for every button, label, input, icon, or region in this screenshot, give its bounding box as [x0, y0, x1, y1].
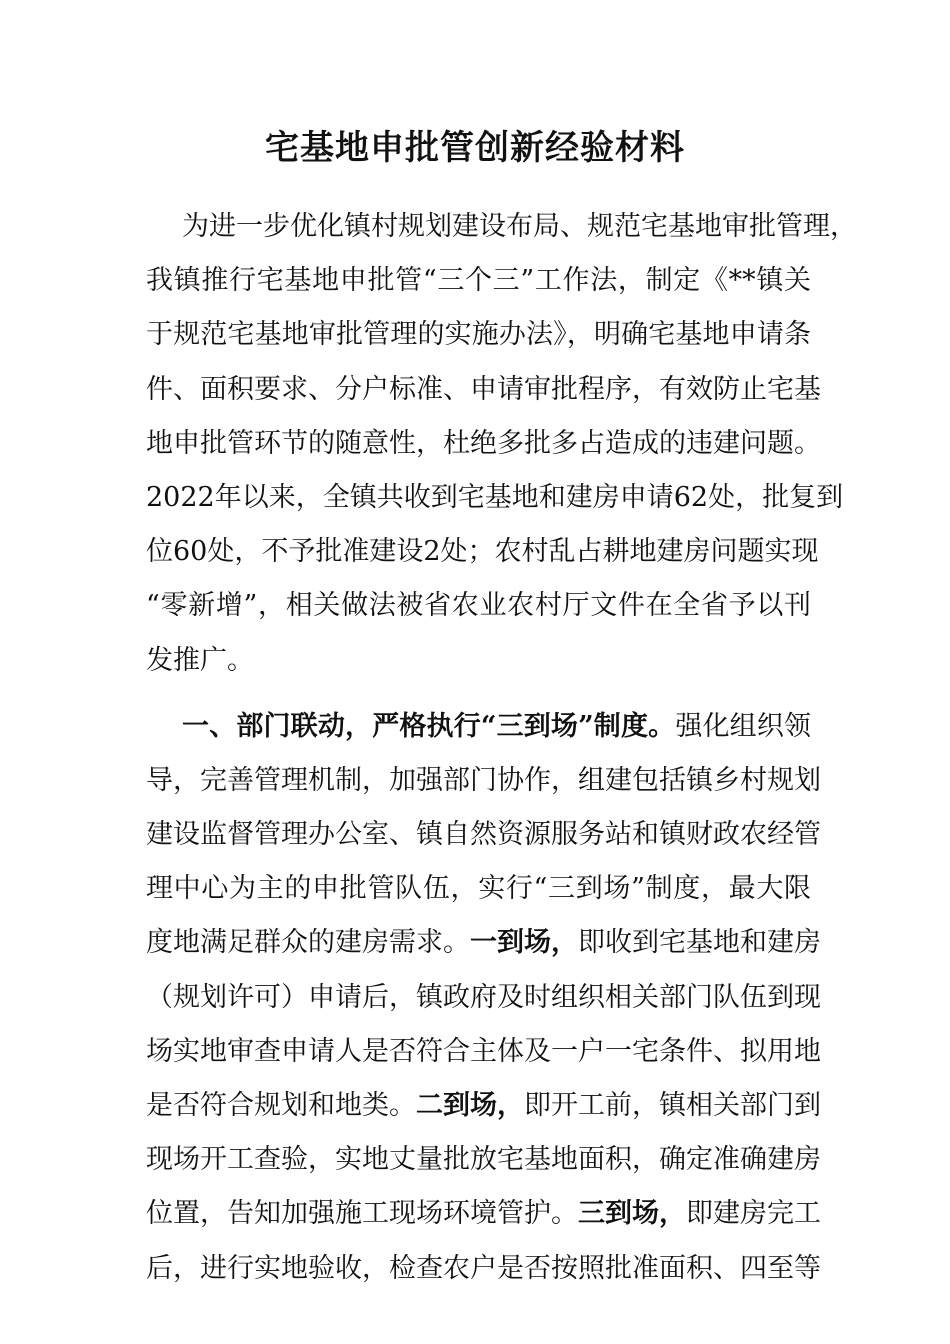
text-line: 件、面积要求、分户标准、申请审批程序，有效防止宅基: [146, 373, 821, 405]
text-line: [146, 1187, 821, 1241]
step-two-label: 二到场，: [416, 1090, 524, 1121]
paragraph-gap: [146, 688, 811, 700]
text-line: 理中心为主的申批管队伍，实行“三到场”制度，最大限: [146, 873, 811, 905]
text-line: 场实地审查申请人是否符合主体及一户一宅条件、拟用地: [146, 1035, 821, 1067]
section-heading-line: [146, 700, 811, 754]
text-span: 强化组织领: [675, 710, 811, 742]
section-heading: 一、部门联动，严格执行“三到场”制度。: [182, 710, 676, 742]
text-line: 后，进行实地验收，检查农户是否按照批准面积、四至等: [146, 1252, 821, 1284]
document-body: [146, 200, 857, 1296]
text-span: 即开工前，镇相关部门到: [524, 1090, 821, 1121]
text-line: 现场开工查验，实地丈量批放宅基地面积，确定准确建房: [146, 1144, 821, 1176]
text-line: 位60处，不予批准建设2处；农村乱占耕地建房问题实现: [146, 536, 819, 568]
text-span: 是否符合规划和地类。: [146, 1090, 416, 1121]
text-line: 为进一步优化镇村规划建设布局、规范宅基地审批管理，: [182, 211, 857, 242]
text-span: 即收到宅基地和建房: [578, 927, 821, 959]
step-three-label: 三到场，: [578, 1198, 686, 1230]
text-line: 发推广。: [146, 644, 254, 676]
section-one-paragraph: [146, 700, 821, 1296]
text-line: （规划许可）申请后，镇政府及时组织相关部门队伍到现: [146, 981, 821, 1013]
text-line: [146, 1079, 821, 1133]
intro-paragraph: [146, 200, 857, 688]
text-line: 地申批管环节的随意性，杜绝多批多占造成的违建问题。: [146, 427, 821, 459]
text-span: 即建房完工: [686, 1198, 821, 1230]
text-line: 我镇推行宅基地申批管“三个三”工作法，制定《**镇关: [146, 265, 811, 297]
text-line: “零新增”，相关做法被省农业农村厅文件在全省予以刊: [146, 590, 811, 622]
text-line: 2022年以来，全镇共收到宅基地和建房申请62处，批复到: [146, 481, 844, 513]
step-one-label: 一到场，: [470, 927, 578, 959]
text-line: 导，完善管理机制，加强部门协作，组建包括镇乡村规划: [146, 764, 821, 796]
text-line: [146, 916, 821, 970]
text-span: 位置，告知加强施工现场环境管护。: [146, 1198, 578, 1230]
text-span: 度地满足群众的建房需求。: [146, 927, 470, 959]
document-title: 宅基地申批管创新经验材料: [265, 128, 685, 168]
text-line: 于规范宅基地审批管理的实施办法》，明确宅基地申请条: [146, 319, 811, 351]
text-line: 建设监督管理办公室、镇自然资源服务站和镇财政农经管: [146, 819, 821, 851]
